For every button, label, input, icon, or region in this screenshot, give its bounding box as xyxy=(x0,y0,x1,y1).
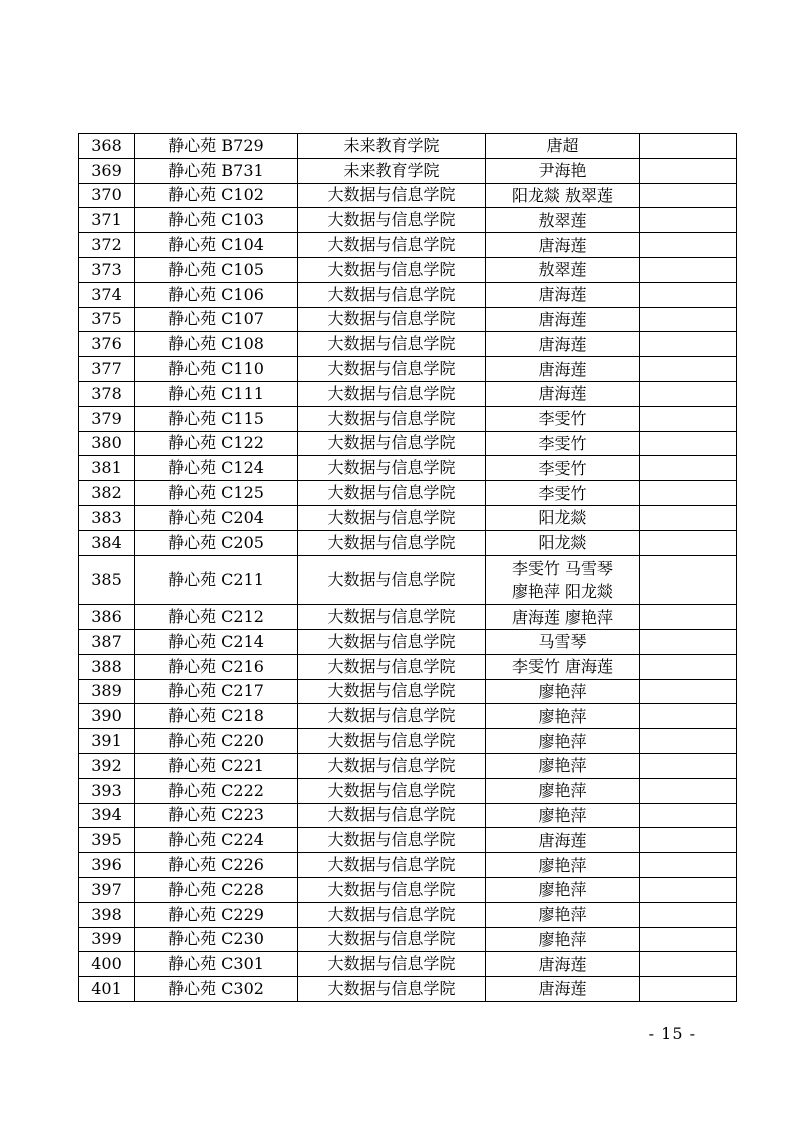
college-cell: 大数据与信息学院 xyxy=(298,654,486,679)
dorm-room-cell: 静心苑 C124 xyxy=(135,456,298,481)
table-row xyxy=(79,183,737,208)
staff-name-line: 唐海莲 xyxy=(538,285,587,305)
dorm-room-cell: 静心苑 C108 xyxy=(135,332,298,357)
row-number-cell: 399 xyxy=(79,927,135,952)
remarks-cell xyxy=(640,778,737,803)
staff-name-line: 廖艳萍 xyxy=(538,681,587,701)
table-row xyxy=(79,853,737,878)
table-row xyxy=(79,332,737,357)
college-cell: 大数据与信息学院 xyxy=(298,456,486,481)
table-row xyxy=(79,977,737,1002)
staff-names-cell xyxy=(486,605,640,630)
college-cell: 大数据与信息学院 xyxy=(298,902,486,927)
table-row xyxy=(79,629,737,654)
college-cell: 大数据与信息学院 xyxy=(298,307,486,332)
college-cell: 大数据与信息学院 xyxy=(298,629,486,654)
college-cell: 大数据与信息学院 xyxy=(298,530,486,555)
college-cell: 大数据与信息学院 xyxy=(298,282,486,307)
dorm-room-cell: 静心苑 C105 xyxy=(135,257,298,282)
table-row xyxy=(79,505,737,530)
remarks-cell xyxy=(640,679,737,704)
table-row xyxy=(79,704,737,729)
row-number-cell: 379 xyxy=(79,406,135,431)
staff-names-cell xyxy=(486,257,640,282)
dorm-room-cell: 静心苑 C211 xyxy=(135,555,298,605)
table-row xyxy=(79,679,737,704)
staff-name-line: 唐海莲 xyxy=(538,359,587,379)
staff-name-line: 廖艳萍 xyxy=(538,805,587,825)
staff-names-cell xyxy=(486,853,640,878)
row-number-cell: 368 xyxy=(79,134,135,159)
staff-names-cell xyxy=(486,357,640,382)
staff-names-cell xyxy=(486,803,640,828)
row-number-cell: 375 xyxy=(79,307,135,332)
remarks-cell xyxy=(640,977,737,1002)
remarks-cell xyxy=(640,654,737,679)
college-cell: 大数据与信息学院 xyxy=(298,828,486,853)
staff-names-cell xyxy=(486,729,640,754)
dorm-room-cell: 静心苑 C212 xyxy=(135,605,298,630)
staff-name-line: 唐海莲 xyxy=(538,235,587,255)
staff-name-line: 廖艳萍 xyxy=(538,731,587,751)
table-row xyxy=(79,357,737,382)
table-row xyxy=(79,555,737,605)
table-row xyxy=(79,481,737,506)
table-row xyxy=(79,406,737,431)
staff-names-cell xyxy=(486,282,640,307)
college-cell: 大数据与信息学院 xyxy=(298,208,486,233)
dorm-room-cell: 静心苑 C229 xyxy=(135,902,298,927)
remarks-cell xyxy=(640,282,737,307)
college-cell: 大数据与信息学院 xyxy=(298,853,486,878)
dorm-room-cell: 静心苑 B729 xyxy=(135,134,298,159)
row-number-cell: 393 xyxy=(79,778,135,803)
staff-name-line: 唐海莲 廖艳萍 xyxy=(511,607,614,627)
row-number-cell: 400 xyxy=(79,952,135,977)
row-number-cell: 395 xyxy=(79,828,135,853)
dorm-room-cell: 静心苑 C301 xyxy=(135,952,298,977)
college-cell: 大数据与信息学院 xyxy=(298,505,486,530)
staff-name-line: 廖艳萍 阳龙燚 xyxy=(511,581,614,601)
table-row xyxy=(79,431,737,456)
staff-name-line: 廖艳萍 xyxy=(538,706,587,726)
remarks-cell xyxy=(640,729,737,754)
staff-name-line: 李雯竹 xyxy=(538,409,587,429)
college-cell: 大数据与信息学院 xyxy=(298,877,486,902)
staff-name-line: 李雯竹 xyxy=(538,483,587,503)
staff-names-cell xyxy=(486,406,640,431)
college-cell: 大数据与信息学院 xyxy=(298,753,486,778)
table-row xyxy=(79,233,737,258)
table-row xyxy=(79,456,737,481)
college-cell: 大数据与信息学院 xyxy=(298,679,486,704)
staff-name-line: 敖翠莲 xyxy=(538,260,587,280)
remarks-cell xyxy=(640,629,737,654)
dorm-room-cell: 静心苑 C217 xyxy=(135,679,298,704)
staff-name-line: 唐海莲 xyxy=(538,830,587,850)
row-number-cell: 376 xyxy=(79,332,135,357)
staff-name-line: 阳龙燚 xyxy=(538,508,587,528)
staff-name-line: 廖艳萍 xyxy=(538,929,587,949)
staff-names-cell xyxy=(486,530,640,555)
remarks-cell xyxy=(640,406,737,431)
remarks-cell xyxy=(640,555,737,605)
row-number-cell: 385 xyxy=(79,555,135,605)
table-row xyxy=(79,605,737,630)
row-number-cell: 383 xyxy=(79,505,135,530)
staff-names-cell xyxy=(486,828,640,853)
college-cell: 大数据与信息学院 xyxy=(298,233,486,258)
row-number-cell: 374 xyxy=(79,282,135,307)
roster-table-body xyxy=(79,134,737,1002)
table-row xyxy=(79,927,737,952)
staff-names-cell xyxy=(486,977,640,1002)
remarks-cell xyxy=(640,208,737,233)
staff-names-cell xyxy=(486,505,640,530)
staff-names-cell xyxy=(486,481,640,506)
remarks-cell xyxy=(640,505,737,530)
row-number-cell: 394 xyxy=(79,803,135,828)
remarks-cell xyxy=(640,481,737,506)
dorm-room-cell: 静心苑 C107 xyxy=(135,307,298,332)
dorm-room-cell: 静心苑 C226 xyxy=(135,853,298,878)
remarks-cell xyxy=(640,803,737,828)
table-row xyxy=(79,778,737,803)
staff-names-cell xyxy=(486,332,640,357)
staff-names-cell xyxy=(486,877,640,902)
dorm-room-cell: 静心苑 C122 xyxy=(135,431,298,456)
remarks-cell xyxy=(640,158,737,183)
remarks-cell xyxy=(640,332,737,357)
staff-names-cell xyxy=(486,158,640,183)
remarks-cell xyxy=(640,381,737,406)
dorm-room-cell: 静心苑 C221 xyxy=(135,753,298,778)
row-number-cell: 397 xyxy=(79,877,135,902)
table-row xyxy=(79,134,737,159)
staff-name-line: 敖翠莲 xyxy=(538,210,587,230)
staff-name-line: 阳龙燚 敖翠莲 xyxy=(511,185,614,205)
staff-names-cell xyxy=(486,927,640,952)
remarks-cell xyxy=(640,357,737,382)
staff-name-line: 廖艳萍 xyxy=(538,781,587,801)
staff-names-cell xyxy=(486,555,640,605)
row-number-cell: 386 xyxy=(79,605,135,630)
table-row xyxy=(79,381,737,406)
college-cell: 大数据与信息学院 xyxy=(298,729,486,754)
remarks-cell xyxy=(640,877,737,902)
remarks-cell xyxy=(640,605,737,630)
row-number-cell: 388 xyxy=(79,654,135,679)
dorm-room-cell: 静心苑 C216 xyxy=(135,654,298,679)
table-row xyxy=(79,902,737,927)
table-row xyxy=(79,158,737,183)
college-cell: 大数据与信息学院 xyxy=(298,927,486,952)
table-row xyxy=(79,803,737,828)
staff-name-line: 廖艳萍 xyxy=(538,855,587,875)
college-cell: 未来教育学院 xyxy=(298,158,486,183)
remarks-cell xyxy=(640,828,737,853)
table-row xyxy=(79,282,737,307)
staff-names-cell xyxy=(486,431,640,456)
staff-names-cell xyxy=(486,381,640,406)
staff-name-line: 李雯竹 唐海莲 xyxy=(511,657,614,677)
staff-name-line: 唐海莲 xyxy=(538,954,587,974)
remarks-cell xyxy=(640,753,737,778)
college-cell: 大数据与信息学院 xyxy=(298,381,486,406)
college-cell: 大数据与信息学院 xyxy=(298,183,486,208)
table-row xyxy=(79,877,737,902)
row-number-cell: 380 xyxy=(79,431,135,456)
remarks-cell xyxy=(640,952,737,977)
college-cell: 大数据与信息学院 xyxy=(298,778,486,803)
dorm-room-cell: 静心苑 C218 xyxy=(135,704,298,729)
staff-names-cell xyxy=(486,704,640,729)
dorm-room-cell: 静心苑 C102 xyxy=(135,183,298,208)
row-number-cell: 377 xyxy=(79,357,135,382)
staff-names-cell xyxy=(486,183,640,208)
staff-name-line: 阳龙燚 xyxy=(538,533,587,553)
staff-name-line: 廖艳萍 xyxy=(538,905,587,925)
remarks-cell xyxy=(640,431,737,456)
table-row xyxy=(79,828,737,853)
college-cell: 大数据与信息学院 xyxy=(298,803,486,828)
table-row xyxy=(79,530,737,555)
staff-name-line: 廖艳萍 xyxy=(538,756,587,776)
dorm-room-cell: 静心苑 C125 xyxy=(135,481,298,506)
row-number-cell: 398 xyxy=(79,902,135,927)
staff-name-line: 尹海艳 xyxy=(538,161,587,181)
remarks-cell xyxy=(640,233,737,258)
row-number-cell: 384 xyxy=(79,530,135,555)
row-number-cell: 390 xyxy=(79,704,135,729)
staff-names-cell xyxy=(486,233,640,258)
dorm-room-cell: 静心苑 C110 xyxy=(135,357,298,382)
staff-name-line: 唐超 xyxy=(546,136,579,156)
dorm-room-cell: 静心苑 C223 xyxy=(135,803,298,828)
dorm-room-cell: 静心苑 C222 xyxy=(135,778,298,803)
staff-names-cell xyxy=(486,654,640,679)
row-number-cell: 396 xyxy=(79,853,135,878)
staff-names-cell xyxy=(486,456,640,481)
college-cell: 大数据与信息学院 xyxy=(298,257,486,282)
staff-name-line: 唐海莲 xyxy=(538,979,587,999)
dorm-room-cell: 静心苑 B731 xyxy=(135,158,298,183)
college-cell: 大数据与信息学院 xyxy=(298,481,486,506)
remarks-cell xyxy=(640,456,737,481)
college-cell: 大数据与信息学院 xyxy=(298,605,486,630)
dorm-room-cell: 静心苑 C204 xyxy=(135,505,298,530)
college-cell: 未来教育学院 xyxy=(298,134,486,159)
staff-names-cell xyxy=(486,208,640,233)
remarks-cell xyxy=(640,927,737,952)
staff-names-cell xyxy=(486,778,640,803)
staff-names-cell xyxy=(486,902,640,927)
staff-name-line: 唐海莲 xyxy=(538,334,587,354)
dorm-room-cell: 静心苑 C103 xyxy=(135,208,298,233)
dorm-room-cell: 静心苑 C228 xyxy=(135,877,298,902)
row-number-cell: 382 xyxy=(79,481,135,506)
row-number-cell: 381 xyxy=(79,456,135,481)
staff-names-cell xyxy=(486,753,640,778)
staff-name-line: 马雪琴 xyxy=(538,632,587,652)
row-number-cell: 392 xyxy=(79,753,135,778)
remarks-cell xyxy=(640,853,737,878)
row-number-cell: 378 xyxy=(79,381,135,406)
staff-name-line: 李雯竹 马雪琴 xyxy=(511,558,614,578)
dorm-room-cell: 静心苑 C214 xyxy=(135,629,298,654)
table-row xyxy=(79,729,737,754)
table-row xyxy=(79,257,737,282)
remarks-cell xyxy=(640,183,737,208)
staff-names-cell xyxy=(486,629,640,654)
remarks-cell xyxy=(640,902,737,927)
row-number-cell: 372 xyxy=(79,233,135,258)
dorm-room-cell: 静心苑 C115 xyxy=(135,406,298,431)
row-number-cell: 369 xyxy=(79,158,135,183)
staff-name-line: 唐海莲 xyxy=(538,309,587,329)
table-row xyxy=(79,654,737,679)
college-cell: 大数据与信息学院 xyxy=(298,431,486,456)
dorm-room-cell: 静心苑 C111 xyxy=(135,381,298,406)
staff-name-line: 李雯竹 xyxy=(538,433,587,453)
staff-name-line: 李雯竹 xyxy=(538,458,587,478)
staff-name-line: 唐海莲 xyxy=(538,384,587,404)
staff-names-cell xyxy=(486,679,640,704)
row-number-cell: 387 xyxy=(79,629,135,654)
table-row xyxy=(79,307,737,332)
remarks-cell xyxy=(640,257,737,282)
staff-names-cell xyxy=(486,307,640,332)
table-row xyxy=(79,208,737,233)
dorm-room-cell: 静心苑 C224 xyxy=(135,828,298,853)
college-cell: 大数据与信息学院 xyxy=(298,332,486,357)
staff-names-cell xyxy=(486,134,640,159)
college-cell: 大数据与信息学院 xyxy=(298,406,486,431)
college-cell: 大数据与信息学院 xyxy=(298,357,486,382)
remarks-cell xyxy=(640,134,737,159)
page-number: - 15 - xyxy=(648,1024,696,1043)
table-row xyxy=(79,952,737,977)
staff-names-cell xyxy=(486,952,640,977)
row-number-cell: 373 xyxy=(79,257,135,282)
row-number-cell: 391 xyxy=(79,729,135,754)
row-number-cell: 370 xyxy=(79,183,135,208)
row-number-cell: 401 xyxy=(79,977,135,1002)
college-cell: 大数据与信息学院 xyxy=(298,977,486,1002)
row-number-cell: 371 xyxy=(79,208,135,233)
dorm-room-cell: 静心苑 C205 xyxy=(135,530,298,555)
dorm-room-cell: 静心苑 C104 xyxy=(135,233,298,258)
college-cell: 大数据与信息学院 xyxy=(298,704,486,729)
row-number-cell: 389 xyxy=(79,679,135,704)
remarks-cell xyxy=(640,307,737,332)
college-cell: 大数据与信息学院 xyxy=(298,555,486,605)
table-row xyxy=(79,753,737,778)
dormitory-roster-table xyxy=(78,133,737,1002)
remarks-cell xyxy=(640,530,737,555)
dorm-room-cell: 静心苑 C220 xyxy=(135,729,298,754)
dorm-room-cell: 静心苑 C230 xyxy=(135,927,298,952)
staff-name-line: 廖艳萍 xyxy=(538,880,587,900)
dorm-room-cell: 静心苑 C106 xyxy=(135,282,298,307)
college-cell: 大数据与信息学院 xyxy=(298,952,486,977)
dorm-room-cell: 静心苑 C302 xyxy=(135,977,298,1002)
remarks-cell xyxy=(640,704,737,729)
